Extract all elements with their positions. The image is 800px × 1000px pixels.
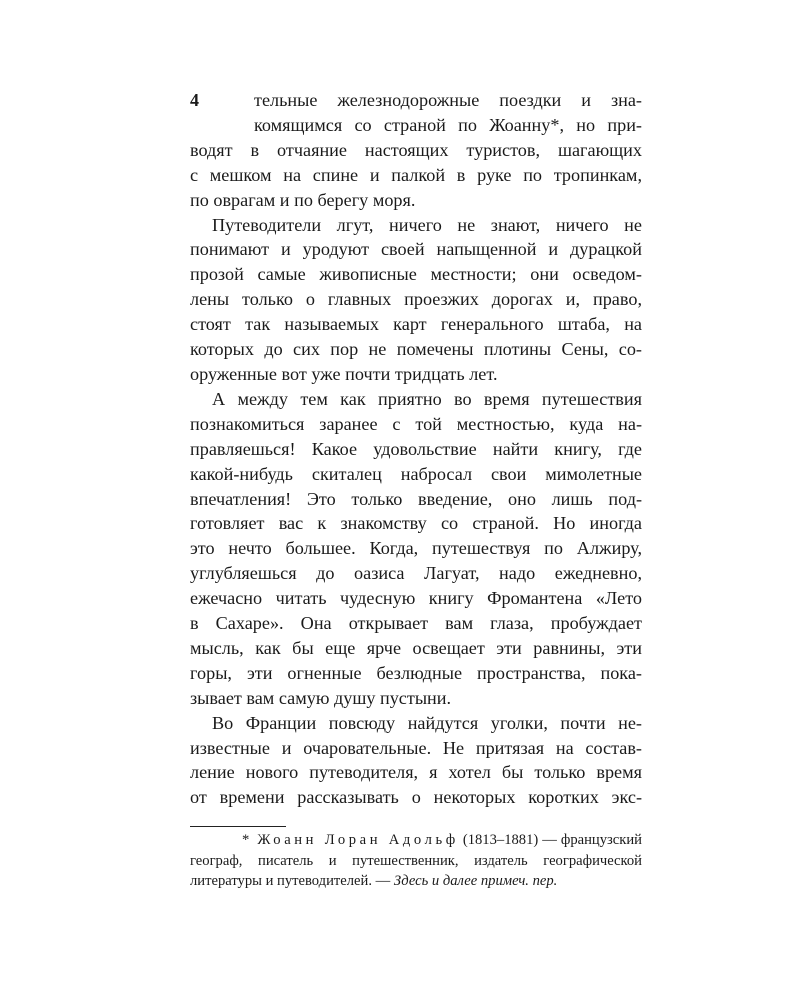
footnote-marker: *	[242, 832, 250, 848]
main-text	[190, 88, 642, 810]
text-line: Путеводители лгут, ничего не знают, ничего не	[212, 214, 642, 235]
text-line: по оврагам и по берегу моря.	[190, 189, 416, 210]
text-line: тельные железнодорожные поездки и зна-	[254, 90, 642, 110]
text-line: понимают и уродуют своей напыщенной и дурацкой	[190, 239, 642, 260]
footnote-divider	[190, 826, 286, 827]
text-line: готовляет вас к знакомству со страной. Но иногда	[190, 513, 642, 534]
text-line: познакомиться заранее с той местностью, куда на-	[190, 413, 642, 434]
footnote-line	[190, 830, 642, 851]
text-line: от времени рассказывать о некоторых коротких экс-	[190, 787, 642, 808]
text-line: известные и очаровательные. Не притязая на состав-	[190, 737, 642, 758]
text-line: какой-нибудь скиталец набросал свои мимолетные	[190, 463, 642, 484]
text-line: водят в отчаяние настоящих туристов, шагающих	[190, 139, 642, 160]
text-line: которых до сих пор не помечены плотины Сены, со-	[190, 339, 642, 360]
text-line: углубляешься до оазиса Лагуат, надо ежедневно,	[190, 563, 642, 584]
text-line: стоят так называемых карт генерального штаба, на	[190, 314, 642, 335]
paragraph	[190, 213, 642, 387]
footnote-note: Здесь и далее примеч. пер.	[393, 873, 558, 890]
text-line: с мешком на спине и палкой в руке по тропинкам,	[190, 164, 642, 185]
text-line: оруженные вот уже почти тридцать лет.	[190, 363, 498, 384]
text-line: комящимся со страной по Жоанну*, но при-	[254, 114, 642, 135]
paragraph	[190, 711, 642, 811]
footnote-name: Жоанн Лоран Адольф	[257, 832, 459, 848]
footnote-line	[190, 871, 642, 892]
footnote-line: географ, писатель и путешественник, издатель географической	[190, 852, 642, 869]
footnote-text: литературы и путеводителей. —	[190, 873, 394, 890]
text-line: это нечто большее. Когда, путешествуя по Алжиру,	[190, 538, 642, 559]
footnote	[190, 830, 642, 892]
text-line: зывает вам самую душу пустыни.	[190, 687, 452, 708]
text-line: в Сахаре». Она открывает вам глаза, пробуждает	[190, 613, 642, 634]
page-number: 4	[190, 90, 199, 110]
paragraph	[190, 387, 642, 711]
text-line: ление нового путеводителя, я хотел бы только время	[190, 762, 642, 783]
text-line: Во Франции повсюду найдутся уголки, почти не-	[212, 712, 642, 733]
text-line: ежечасно читать чудесную книгу Фромантена «Лето	[190, 588, 642, 609]
text-line: горы, эти огненные безлюдные пространства, пока-	[190, 662, 642, 683]
text-line: лены только о главных проезжих дорогах и, право,	[190, 289, 642, 310]
text-line: прозой самые живописные местности; они осведом-	[190, 264, 642, 285]
text-line: впечатления! Это только введение, оно лишь под-	[190, 488, 642, 509]
text-line: правляешься! Какое удовольствие найти книгу, где	[190, 438, 642, 459]
text-line: мысль, как бы еще ярче освещает эти равнины, эти	[190, 637, 642, 658]
text-line: А между тем как приятно во время путешествия	[212, 388, 642, 409]
footnote-dates: (1813–1881) — французский	[458, 832, 642, 848]
paragraph	[190, 88, 642, 213]
